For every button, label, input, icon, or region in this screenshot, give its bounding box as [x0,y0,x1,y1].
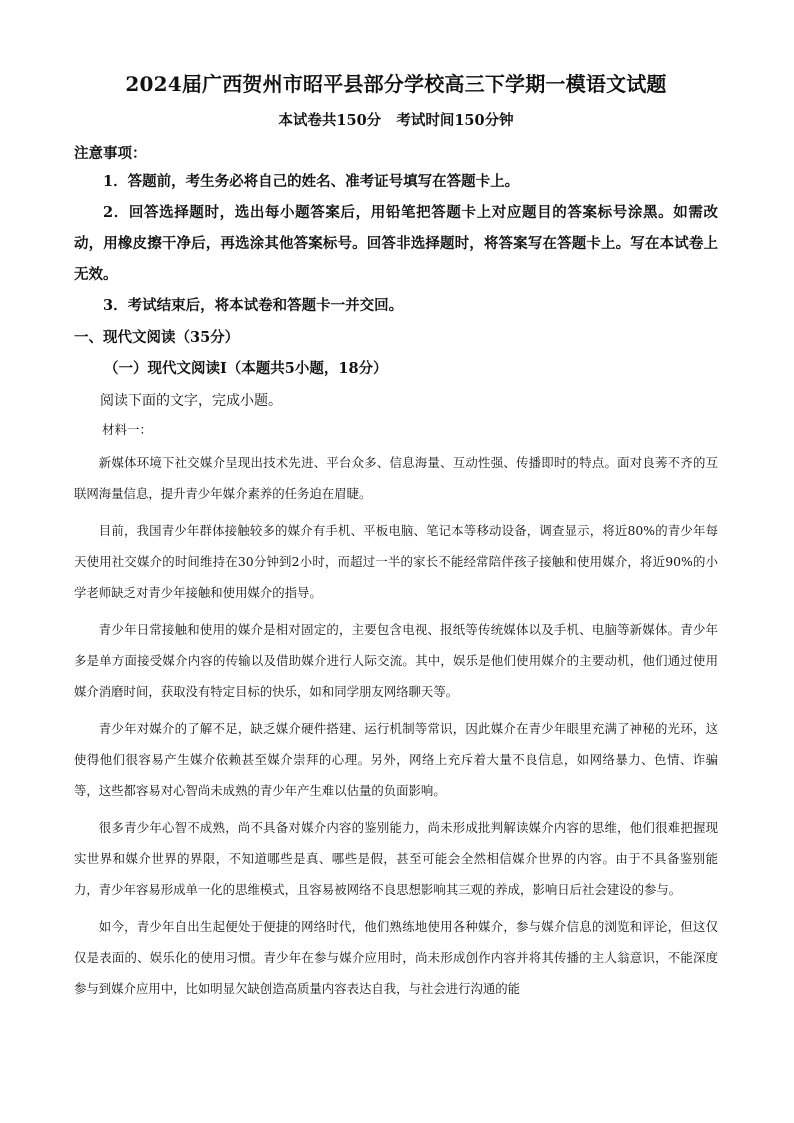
passage-paragraph-5: 很多青少年心智不成熟，尚不具备对媒介内容的鉴别能力，尚未形成批判解读媒介内容的思维，他们很难把握现实世界和媒介世界的界限，不知道哪些是真、哪些是假，甚至可能会全然相信媒介世界的内容。由于不具备鉴别能力，青少年容易形成单一化的思维模式，且容易被网络不良思想影响其三观的养成，影响日后社会建设的参与。 [74,820,718,897]
passage-paragraph-1: 新媒体环境下社交媒介呈现出技术先进、平台众多、信息海量、互动性强、传播即时的特点。面对良莠不齐的互联网海量信息，提升青少年媒介素养的任务迫在眉睫。 [74,455,718,501]
passage-paragraph-3: 青少年日常接触和使用的媒介是相对固定的，主要包含电视、报纸等传统媒体以及手机、电脑等新媒体。青少年多是单方面接受媒介内容的传输以及借助媒介进行人际交流。其中，娱乐是他们使用媒介的主要动机，他们通过使用媒介消磨时间，获取没有特定目标的快乐，如和同学朋友网络聊天等。 [74,622,718,699]
notice-item-2: 2．回答选择题时，选出每小题答案后，用铅笔把答题卡上对应题目的答案标号涂黑。如需改动，用橡皮擦干净后，再选涂其他答案标号。回答非选择题时，将答案写在答题卡上。写在本试卷上无效。 [74,204,718,283]
notice-heading: 注意事项： [74,145,147,162]
passage-paragraph-4: 青少年对媒介的了解不足，缺乏媒介硬件搭建、运行机制等常识，因此媒介在青少年眼里充满了神秘的光环，这使得他们很容易产生媒介依赖甚至媒介崇拜的心理。另外，网络上充斥着大量不良信息，如网络暴力、色情、诈骗等，这些都容易对心智尚未成熟的青少年产生难以估量的负面影响。 [74,721,718,798]
notice-item-1: 1．答题前，考生务必将自己的姓名、准考证号填写在答题卡上。 [103,173,520,190]
material-label: 材料一： [102,422,153,437]
notice-item-3: 3．考试结束后，将本试卷和答题卡一并交回。 [103,297,404,314]
notice-list [74,166,718,321]
exam-score-time: 本试卷共150分 考试时间150分钟 [278,112,514,129]
reading-passage [74,447,718,1004]
subsection-heading: （一）现代文阅读Ⅰ（本题共5小题，18分） [104,360,388,377]
passage-paragraph-2: 目前，我国青少年群体接触较多的媒介有手机、平板电脑、笔记本等移动设备，调查显示，将近80%的青少年每天使用社交媒介的时间维持在30分钟到2小时，而超过一半的家长不能经常陪伴孩子接触和使用媒介，将近90%的小学老师缺乏对青少年接触和使用媒介的指导。 [74,523,718,600]
reading-instruction: 阅读下面的文字，完成小题。 [100,393,282,409]
exam-title: 2024届广西贺州市昭平县部分学校高三下学期一模语文试题 [125,72,667,96]
passage-paragraph-6: 如今，青少年自出生起便处于便捷的网络时代，他们熟练地使用各种媒介，参与媒介信息的浏览和评论，但这仅仅是表面的、娱乐化的使用习惯。青少年在参与媒介应用时，尚未形成创作内容并将其传播的主人翁意识，不能深度参与到媒介应用中，比如明显欠缺创造高质量内容表达自我，与社会进行沟通的能 [74,919,718,996]
section-heading: 一、现代文阅读（35分） [74,329,240,346]
